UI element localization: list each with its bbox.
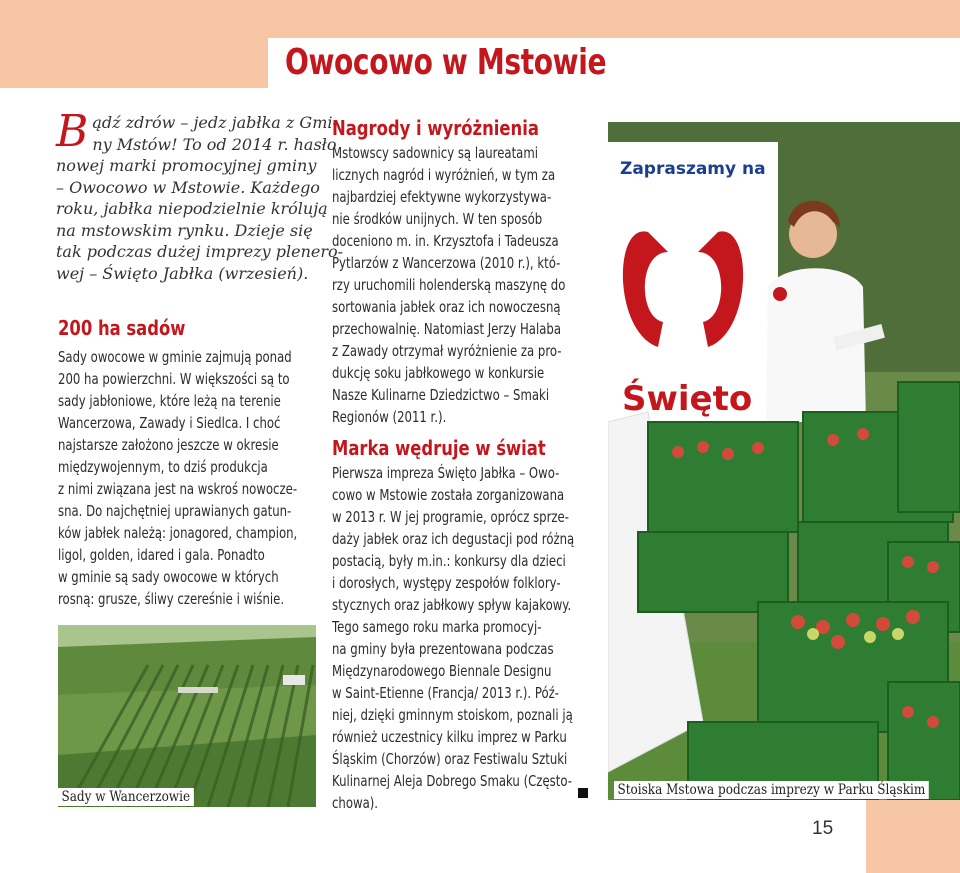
end-of-article-mark [578,788,588,798]
text-line: ądź zdrów – jedz jabłka z Gmi- [92,113,338,132]
section-body-orchards [58,346,315,610]
section-body-awards [332,142,589,428]
text-line: z Zawady otrzymał wyróżnienie za pro- [332,342,562,360]
text-line: sortowania jabłek oraz ich nowoczesną [332,298,561,316]
orchard-photo-caption: Sady w Wancerzowie [58,788,194,806]
text-line: ków jabłek należą: jonagored, champion, [58,524,298,542]
banner-logo-line1: Święto [622,379,753,419]
stand-photo-caption: Stoiska Mstowa podczas imprezy w Parku Śląskim [614,781,929,799]
section-orchards [58,316,320,610]
text-line: międzywojennym, to dziś produkcja [58,458,268,476]
lead-lines [56,106,344,284]
text-line: ny Mstów! To od 2014 r. hasło [92,134,337,154]
text-line: nowej marki promocyjnej gminy [56,156,317,175]
text-line: niej, dzięki gminnym stoiskom, poznali ją [332,706,573,724]
text-line: Pierwsza impreza Święto Jabłka – Owo- [332,464,560,482]
text-line: w gminie są sady owocowe w których [58,568,279,586]
page-title: Owocowo w Mstowie [285,42,607,83]
text-line: daży jabłek oraz ich degustacji pod różną [332,530,575,548]
text-line: chowa). [332,794,379,812]
section-awards [332,116,592,428]
text-line: tak podczas dużej imprezy plenero- [56,242,344,261]
text-line: nie środków unijnych. W ten sposób [332,210,543,228]
text-line: sady jabłoniowe, które leżą na terenie [58,392,281,410]
text-line: Śląskim (Chorzów) oraz Festiwalu Sztuki [332,750,568,768]
text-line: Międzynarodowego Biennale Designu [332,662,552,680]
text-line: na gminy była prezentowana podczas [332,640,554,658]
section-body-brand [332,462,589,814]
text-line: również uczestnicy kilku imprez w Parku [332,728,567,746]
text-line: z nimi związana jest na wskroś nowocze- [58,480,298,498]
text-line: najstarsze założono jeszcze w okresie [58,436,279,454]
text-line: roku, jabłka niepodzielnie królują [56,199,328,218]
text-line: 200 ha powierzchni. W większości są to [58,370,290,388]
apple-stand-photo [608,122,960,800]
section-heading-awards: Nagrody i wyróżnienia [332,116,539,140]
text-line: wej – Święto Jabłka (wrzesień). [56,263,309,283]
section-heading-brand: Marka wędruje w świat [332,436,546,460]
text-line: w Saint-Etienne (Francja/ 2013 r.). Póź- [332,684,560,702]
text-line: stycznych oraz jabłkowy spływ kajakowy. [332,596,572,614]
lead-paragraph [56,106,344,284]
text-line: cowo w Mstowie została zorganizowana [332,486,565,504]
text-line: i dorosłych, występy zespołów folklory- [332,574,561,592]
text-line: rzy uruchomili holenderską maszynę do [332,276,566,294]
text-line: Regionów (2011 r.). [332,408,447,426]
text-line: Mstowscy sadownicy są laureatami [332,144,538,162]
text-line: Pytlarzów z Wancerzowa (2010 r.), któ- [332,254,561,272]
text-line: Nasze Kulinarne Dziedzictwo – Smaki [332,386,550,404]
text-line: w 2013 r. W jej programie, oprócz sprze- [332,508,569,526]
text-line: doceniono m. in. Krzysztofa i Tadeusza [332,232,559,250]
text-line: najbardziej efektywne wykorzystywa- [332,188,552,206]
text-line: – Owocowo w Mstowie. Każdego [56,177,320,197]
text-line: Sady owocowe w gminie zajmują ponad [58,348,292,366]
text-line: Wancerzowa, Zawady i Siedlca. I choć [58,414,281,432]
section-brand [332,436,592,814]
text-line: na mstowskim rynku. Dzieje się [56,220,313,240]
drop-cap: B [56,106,89,157]
text-line: Kulinarnej Aleja Dobrego Smaku (Często- [332,772,572,790]
text-line: dukcję soku jabłkowego w konkursie [332,364,545,382]
text-line: postacią, były m.in.: konkursy dla dzieci [332,552,566,570]
page-number: 15 [812,818,834,839]
text-line: ligol, golden, idared i gala. Ponadto [58,546,265,564]
banner-invitation-text: Zapraszamy na [620,159,766,179]
text-line: Tego samego roku marka promocyj- [332,618,542,636]
text-line: licznych nagród i wyróżnień, w tym za [332,166,556,184]
text-line: sna. Do najchętniej uprawianych gatun- [58,502,292,520]
section-heading-orchards: 200 ha sadów [58,316,186,340]
orchard-aerial-photo [58,625,316,807]
text-line: przechowalnię. Natomiast Jerzy Halaba [332,320,561,338]
corner-color-block [866,800,960,873]
text-line: rosną: grusze, śliwy czereśnie i wiśnie. [58,590,285,608]
